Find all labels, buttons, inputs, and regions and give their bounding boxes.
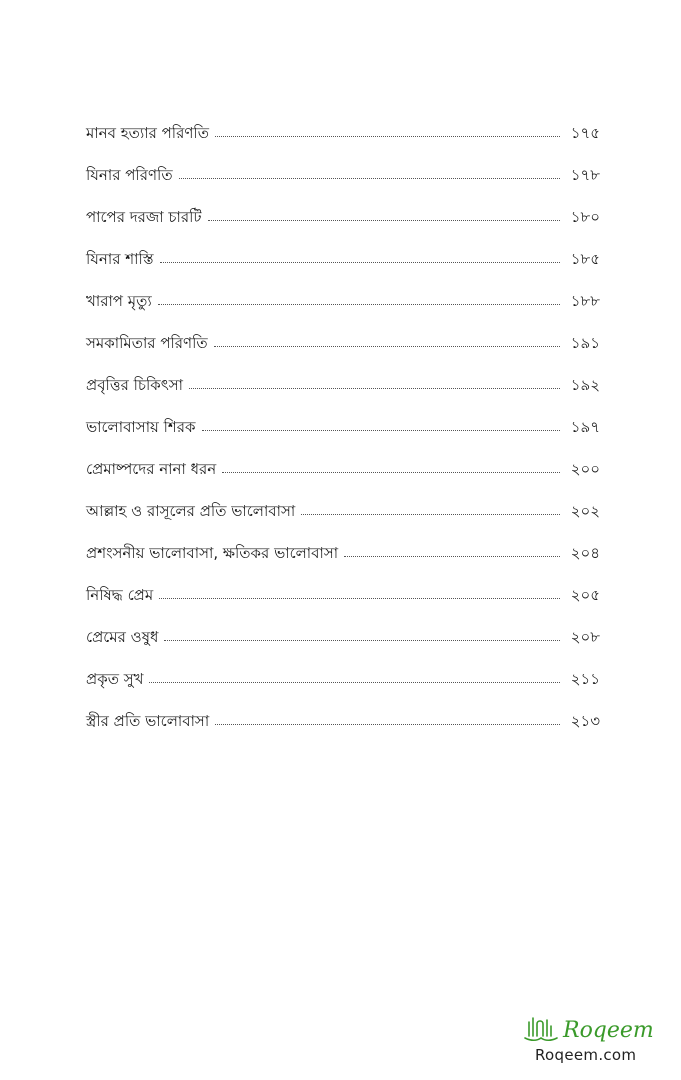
toc-row bbox=[86, 574, 600, 616]
toc-entry-title: পাপের দরজা চারটি bbox=[86, 208, 202, 226]
toc-entry-title: ভালোবাসায় শিরক bbox=[86, 418, 196, 436]
toc-page-number: ১৭৫ bbox=[570, 124, 600, 142]
toc-row bbox=[86, 196, 600, 238]
dot-leader bbox=[301, 514, 560, 515]
toc-page-number: ১৯২ bbox=[570, 376, 600, 394]
toc-row bbox=[86, 490, 600, 532]
toc-row bbox=[86, 280, 600, 322]
toc-page-number: ২১১ bbox=[570, 670, 600, 688]
toc-entry-title: সমকামিতার পরিণতি bbox=[86, 334, 208, 352]
toc-entry-title: খারাপ মৃত্যু bbox=[86, 292, 152, 310]
dot-leader bbox=[222, 472, 560, 473]
dot-leader bbox=[208, 220, 560, 221]
toc-page-number: ১৮০ bbox=[570, 208, 600, 226]
toc-entry-title: প্রেমের ওষুধ bbox=[86, 628, 159, 646]
toc-page-number: ১৮৮ bbox=[570, 292, 600, 310]
toc-entry-title: আল্লাহ ও রাসূলের প্রতি ভালোবাসা bbox=[86, 502, 296, 520]
roqeem-logo bbox=[521, 1014, 671, 1044]
toc-entry-title: প্রেমাষ্পদের নানা ধরন bbox=[86, 460, 217, 478]
dot-leader bbox=[158, 304, 560, 305]
toc-entry-title: প্রশংসনীয় ভালোবাসা, ক্ষতিকর ভালোবাসা bbox=[86, 544, 339, 562]
toc-row bbox=[86, 364, 600, 406]
toc-row bbox=[86, 532, 600, 574]
toc-page-number: ১৯৭ bbox=[570, 418, 600, 436]
toc-entry-title: স্ত্রীর প্রতি ভালোবাসা bbox=[86, 712, 210, 730]
toc-row bbox=[86, 700, 600, 742]
toc-row bbox=[86, 658, 600, 700]
roqeem-logo-text: Roqeem bbox=[563, 1018, 654, 1043]
dot-leader bbox=[215, 136, 560, 137]
table-of-contents bbox=[86, 112, 600, 742]
dot-leader bbox=[344, 556, 560, 557]
dot-leader bbox=[214, 346, 560, 347]
toc-page-number: ২০৫ bbox=[570, 586, 600, 604]
toc-row bbox=[86, 616, 600, 658]
toc-row bbox=[86, 238, 600, 280]
dot-leader bbox=[189, 388, 560, 389]
book-calligraphy-icon bbox=[525, 1018, 557, 1040]
toc-entry-title: প্রকৃত সুখ bbox=[86, 670, 144, 688]
toc-page-number: ২০২ bbox=[570, 502, 600, 520]
toc-page-number: ২০৮ bbox=[570, 628, 600, 646]
toc-page-number: ২০০ bbox=[570, 460, 600, 478]
toc-page-number: ১৯১ bbox=[570, 334, 600, 352]
dot-leader bbox=[215, 724, 560, 725]
dot-leader bbox=[159, 598, 560, 599]
toc-entry-title: মানব হত্যার পরিণতি bbox=[86, 124, 209, 142]
toc-entry-title: প্রবৃত্তির চিকিৎসা bbox=[86, 376, 184, 394]
toc-entry-title: নিষিদ্ধ প্রেম bbox=[86, 586, 154, 604]
toc-row bbox=[86, 406, 600, 448]
dot-leader bbox=[164, 640, 560, 641]
toc-row bbox=[86, 112, 600, 154]
toc-page-number: ১৭৮ bbox=[570, 166, 600, 184]
dot-leader bbox=[160, 262, 560, 263]
toc-page-number: ১৮৫ bbox=[570, 250, 600, 268]
dot-leader bbox=[179, 178, 560, 179]
dot-leader bbox=[202, 430, 560, 431]
toc-row bbox=[86, 448, 600, 490]
toc-row bbox=[86, 154, 600, 196]
toc-page-number: ২০৪ bbox=[570, 544, 600, 562]
toc-page-number: ২১৩ bbox=[570, 712, 600, 730]
roqeem-url: Roqeem.com bbox=[535, 1046, 637, 1064]
toc-row bbox=[86, 322, 600, 364]
toc-entry-title: যিনার শাস্তি bbox=[86, 250, 154, 268]
roqeem-watermark bbox=[521, 1014, 671, 1066]
toc-entry-title: যিনার পরিণতি bbox=[86, 166, 173, 184]
dot-leader bbox=[149, 682, 560, 683]
